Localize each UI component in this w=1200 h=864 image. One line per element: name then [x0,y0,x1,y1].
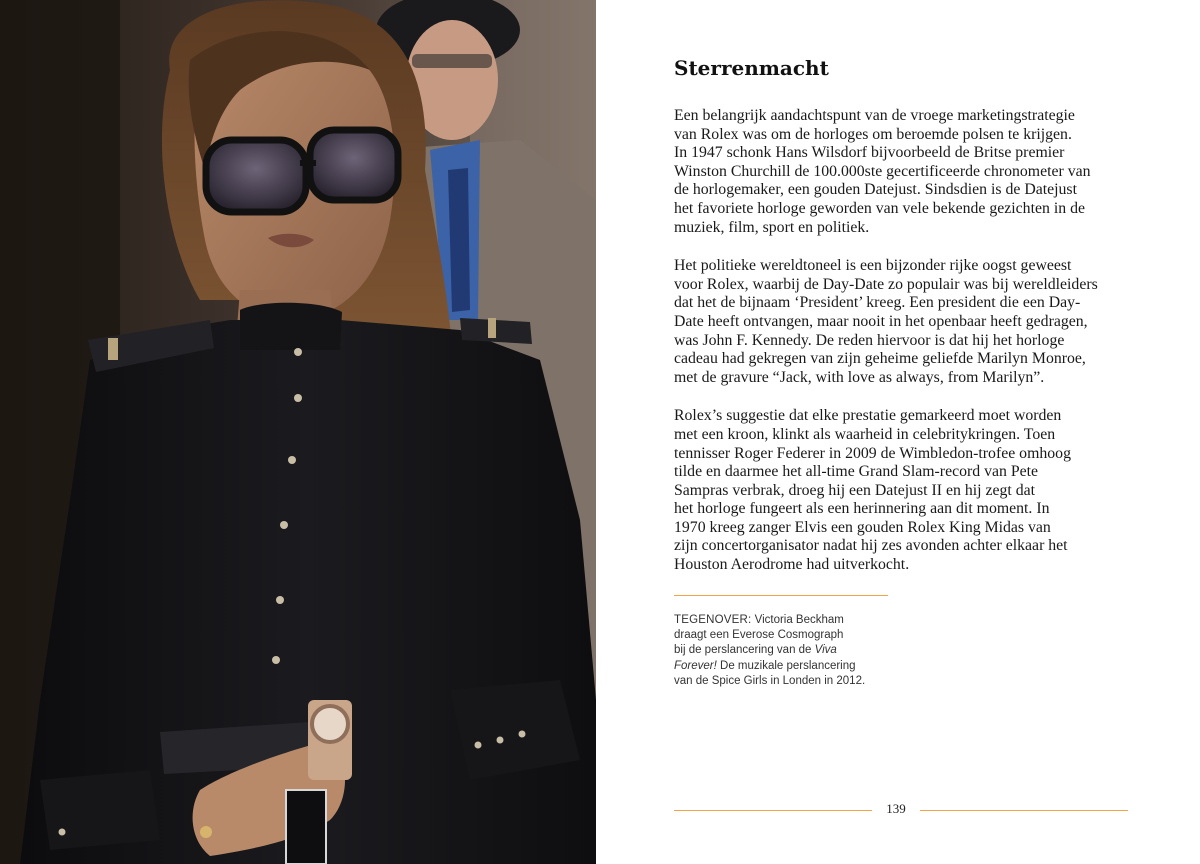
caption-divider [674,595,888,596]
paragraph-1 [674,107,1124,237]
text-line: was John F. Kennedy. De reden hiervoor is dat hij het horloge [674,331,1065,349]
text-line: In 1947 schonk Hans Wilsdorf bijvoorbeeld de Britse premier [674,144,1065,162]
photo-victoria-beckham [0,0,596,864]
caption-line [674,659,934,674]
text-line: zijn concertorganisator nadat hij zes avonden achter elkaar het [674,537,1068,555]
text-line: Sampras verbrak, droeg hij een Datejust II en hij zegt dat [674,481,1036,499]
text-line: Houston Aerodrome had uitverkocht. [674,556,910,574]
text-line: Een belangrijk aandachtspunt van de vroege marketingstrategie [674,107,1075,124]
text-line: het favoriete horloge geworden van vele bekende gezichten in de [674,199,1085,217]
caption-text: bij de perslancering van de [674,644,815,657]
text-line: de horlogemaker, een gouden Datejust. Sindsdien is de Datejust [674,181,1077,199]
text-line: Winston Churchill de 100.000ste gecertificeerde chronometer van [674,162,1091,180]
caption-text: De muzikale perslancering [716,659,856,672]
text-line: met een kroon, klinkt als waarheid in celebritykringen. Toen [674,425,1056,443]
paragraph-3 [674,407,1124,574]
photo-caption [674,613,934,689]
caption-line [674,643,934,658]
text-line: cadeau had gekregen van zijn geheime geliefde Marilyn Monroe, [674,350,1086,368]
text-line: met de gravure “Jack, with love as always, from Marilyn”. [674,368,1045,386]
caption-italic: Viva [814,644,837,657]
text-line: voor Rolex, waarbij de Day-Date zo populair was bij wereldleiders [674,275,1098,293]
page-heading: Sterrenmacht [674,56,829,80]
text-line: Het politieke wereldtoneel is een bijzonder rijke oogst geweest [674,257,1072,275]
text-line: van Rolex was om de horloges om beroemde polsen te krijgen. [674,125,1072,143]
text-line: 1970 kreeg zanger Elvis een gouden Rolex King Midas van [674,518,1051,536]
caption-line [674,613,934,628]
caption-line: draagt een Everose Cosmograph [674,629,844,642]
footer-rule-right [920,810,1128,811]
caption-label: TEGENOVER: [674,614,752,626]
page-number: 139 [886,801,906,816]
paragraph-2 [674,257,1124,387]
caption-italic: Forever! [674,659,717,672]
text-line: het horloge fungeert als een herinnering aan dit moment. In [674,500,1050,518]
text-line: tennisser Roger Federer in 2009 de Wimbledon-trofee omhoog [674,444,1071,462]
caption-text: Victoria Beckham [751,614,844,626]
text-line: Date heeft ontvangen, maar nooit in het openbaar heeft gedragen, [674,312,1088,330]
text-line: dat het de bijnaam ‘President’ kreeg. Een president die een Day- [674,294,1081,312]
text-line: Rolex’s suggestie dat elke prestatie gemarkeerd moet worden [674,407,1062,425]
footer-rule-left [674,810,872,811]
text-line: tilde en daarmee het all-time Grand Slam-record van Pete [674,463,1039,481]
body-text [674,107,1124,595]
caption-line: van de Spice Girls in Londen in 2012. [674,674,866,687]
text-page [596,0,1200,864]
text-line: muziek, film, sport en politiek. [674,218,870,236]
